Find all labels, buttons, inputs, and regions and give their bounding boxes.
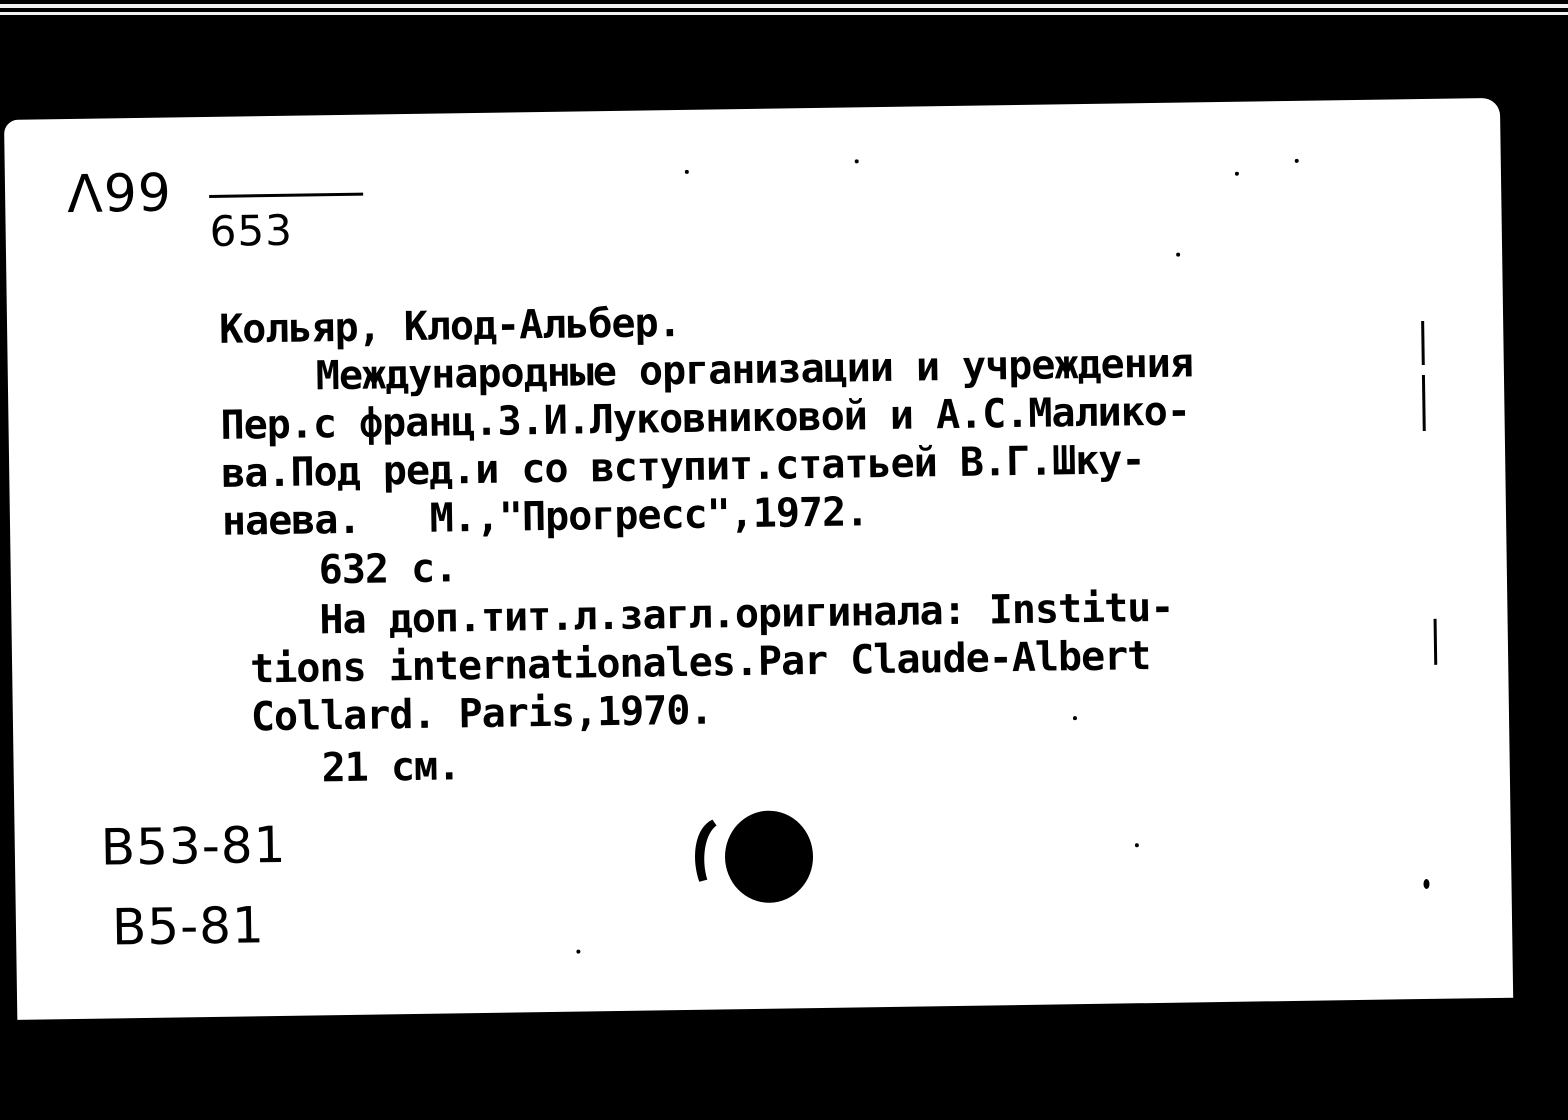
original-title-line: tions internationales.Par Claude-Albert (249, 633, 1151, 693)
size-line: 21 см. (321, 743, 461, 792)
title-line: Пер.с франц.З.И.Луковниковой и А.С.Малико- (220, 388, 1191, 449)
acquisition-code: В53-81 (100, 815, 287, 877)
original-title-line: Collard. Paris,1970. (250, 687, 713, 741)
catalog-card (4, 98, 1513, 1020)
top-border-line (0, 4, 1568, 8)
top-border-line (0, 12, 1568, 15)
dust-speck (576, 950, 580, 954)
pages-line: 632 с. (318, 545, 458, 594)
margin-mark (1421, 321, 1425, 365)
original-title-line: На доп.тит.л.загл.оригинала: Institu- (319, 584, 1174, 644)
author-heading: Кольяр, Клод-Альбер. (218, 299, 682, 353)
punched-hole-stamp (682, 798, 834, 910)
margin-mark (1422, 375, 1426, 431)
acquisition-code: В5-81 (111, 896, 266, 957)
title-line: Международные организации и учреждения (315, 340, 1194, 400)
title-line: наева. М.,"Прогресс",1972. (221, 489, 869, 545)
shelf-mark-prefix: Λ99 (66, 163, 173, 226)
dust-speck (1073, 716, 1077, 720)
title-line: ва.Под ред.и со вступит.статьей В.Г.Шку- (220, 437, 1145, 497)
dust-speck (1135, 843, 1139, 847)
shelf-mark-fraction-line (209, 193, 363, 198)
dust-speck (1176, 253, 1180, 257)
dust-speck (1295, 159, 1299, 163)
dust-speck (855, 159, 859, 163)
shelf-mark-number: 653 (209, 205, 294, 256)
dust-speck (1423, 879, 1429, 889)
dust-speck (1235, 172, 1239, 176)
margin-mark (1434, 619, 1438, 665)
dust-speck (685, 170, 689, 174)
